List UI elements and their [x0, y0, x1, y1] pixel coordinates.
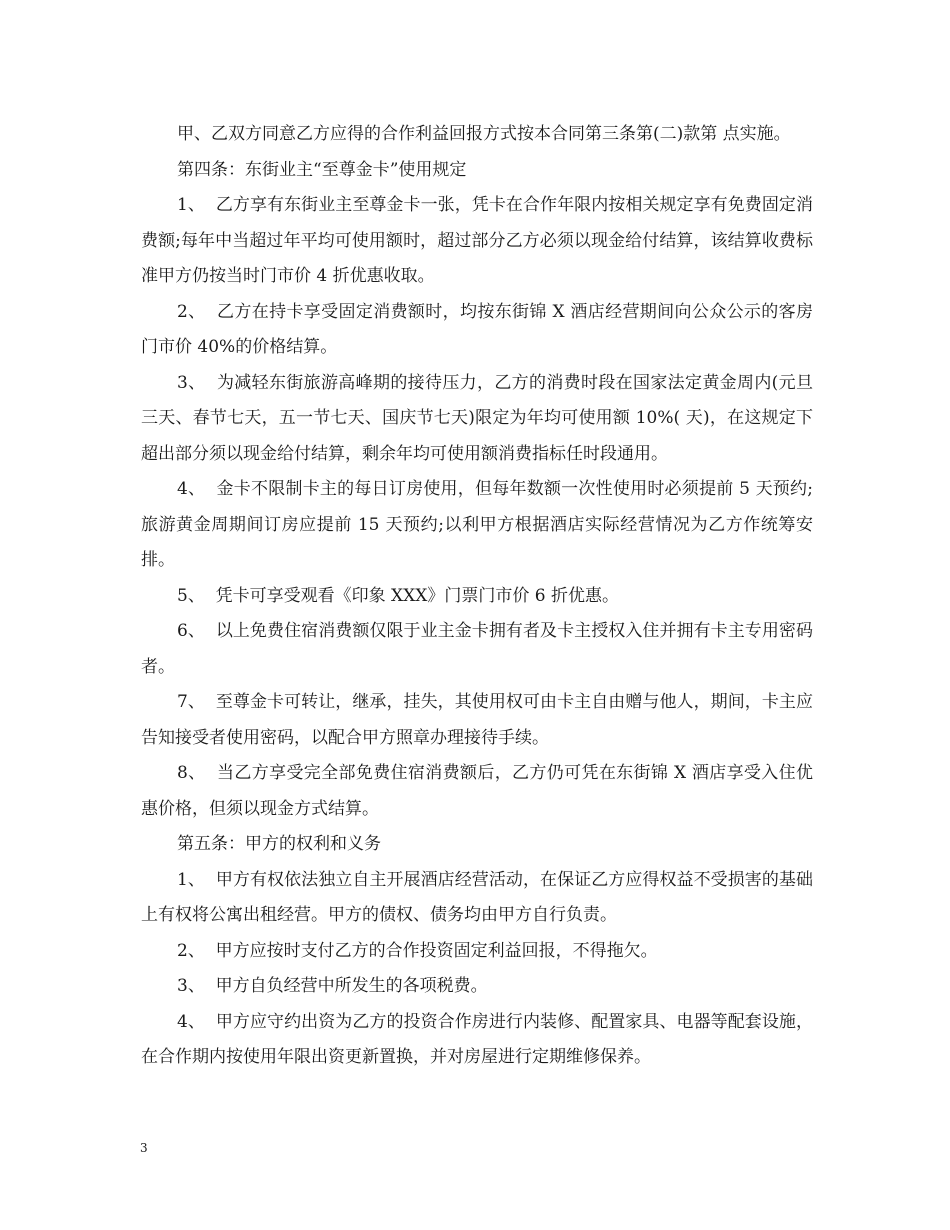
article-4-heading: 第四条：东街业主“至尊金卡”使用规定: [177, 159, 467, 180]
article-5-clause-1: 1、 甲方有权依法独立自主开展酒店经营活动，在保证乙方应得权益不受损害的基础上有权将公寓出租经营。甲方的债权、债务均由甲方自行负责。: [141, 869, 813, 925]
article-4-clause-8: 8、 当乙方享受完全部免费住宿消费额后，乙方仍可凭在东街锦 X 酒店享受入住优惠价格，但须以现金方式结算。: [141, 763, 813, 819]
article-5-clause-3: 3、 甲方自负经营中所发生的各项税费。: [177, 976, 488, 996]
article-5-clause-4: 4、 甲方应守约出资为乙方的投资合作房进行内装修、配置家具、电器等配套设施，在合作期内按使用年限出资更新置换，并对房屋进行定期维修保养。: [141, 1011, 813, 1067]
article-4-clause-4: 4、 金卡不限制卡主的每日订房使用，但每年数额一次性使用时必须提前 5 天预约;旅游黄金周期间订房应提前 15 天预约;以利甲方根据酒店实际经营情况为乙方作统筹安排。: [141, 479, 813, 570]
article-4-clause-3: 3、 为减轻东街旅游高峰期的接待压力，乙方的消费时段在国家法定黄金周内(元旦三天、春节七天，五一节七天、国庆节七天)限定为年均可使用额 10%( 天)，在这规定下超出部分须以现金给付结算，剩余年均可使用额消费指标任时段通用。: [141, 372, 813, 464]
article-4-clause-1: 1、 乙方享有东街业主至尊金卡一张，凭卡在合作年限内按相关规定享有免费固定消费额;每年中当超过年平均可使用额时，超过部分乙方必须以现金给付结算，该结算收费标准甲方仍按当时门市价 4 折优惠收取。: [141, 195, 813, 286]
page-number: 3: [140, 1141, 148, 1155]
article-4-clause-6: 6、 以上免费住宿消费额仅限于业主金卡拥有者及卡主授权入住并拥有卡主专用密码者。: [141, 621, 813, 677]
article-4-clause-5: 5、 凭卡可享受观看《印象 XXX》门票门市价 6 折优惠。: [177, 585, 619, 606]
article-5-clause-2: 2、 甲方应按时支付乙方的合作投资固定利益回报，不得拖欠。: [177, 940, 658, 961]
paragraph-return-method: 甲、乙双方同意乙方应得的合作利益回报方式按本合同第三条第(二)款第 点实施。: [177, 124, 791, 144]
article-4-clause-2: 2、 乙方在持卡享受固定消费额时，均按东街锦 X 酒店经营期间向公众公示的客房门市价 40%的价格结算。: [141, 301, 813, 357]
article-4-clause-7: 7、 至尊金卡可转让，继承，挂失，其使用权可由卡主自由赠与他人，期间，卡主应告知接受者使用密码，以配合甲方照章办理接待手续。: [141, 692, 813, 748]
document-body: [141, 117, 813, 1076]
article-5-heading: 第五条：甲方的权利和义务: [177, 834, 381, 854]
